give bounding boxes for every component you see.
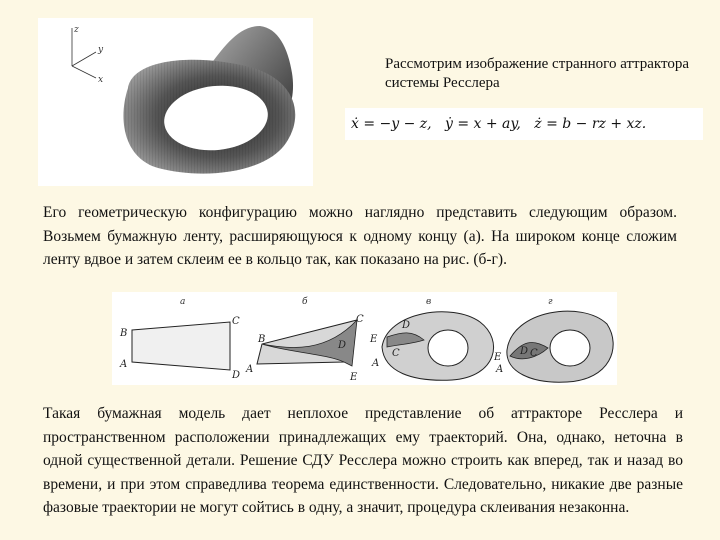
point-label-C-g: C	[530, 348, 538, 359]
point-label-A-v: A	[372, 358, 380, 369]
point-label-B-b: B	[258, 334, 266, 345]
point-label-D-b: D	[338, 340, 347, 351]
point-label-A-g: A	[496, 364, 504, 375]
axis-z-label: z	[74, 25, 79, 35]
panel-label-v: в	[426, 297, 432, 307]
paragraph-description: Его геометрическую конфигурацию можно наглядно представить следующим образом. Возьмем бумажную ленту, расширяющуюся к одному концу (а). На широком конце сложим ленту вдвое и затем склеим ее в кольцо так, как показано на рис. (б-г).	[43, 204, 677, 268]
axis-x-label: x	[98, 75, 104, 85]
paper-ribbon-figure	[112, 292, 617, 385]
point-label-B-a: B	[120, 328, 128, 339]
point-label-A-b: A	[246, 364, 254, 375]
ribbon-panel-a	[132, 322, 230, 370]
axis-y-label: y	[98, 45, 104, 55]
axes-icon	[72, 28, 96, 78]
panel-label-a: а	[180, 297, 186, 307]
point-label-E-b: E	[350, 372, 358, 383]
point-label-E-v: E	[370, 334, 378, 345]
point-label-D-a: D	[232, 370, 241, 381]
paragraph-conclusion: Такая бумажная модель дает неплохое представление об аттракторе Ресслера и пространственном расположении принадлежащих ему траекторий. Она, однако, неточна в одной существенной детали. Решение СДУ Ресслера можно строить как вперед, так и назад во времени, и при этом справедлива теорема единственности. Следовательно, никакие две разные фазовые траектории не могут сойтись в одну, а значит, процедура склеивания незаконна.	[43, 405, 683, 516]
rossler-equations: ẋ = −y − z, ẏ = x + ay, ż = b − rz + xz.	[345, 108, 703, 140]
point-label-D-g: D	[520, 346, 529, 357]
intro-text: Рассмотрим изображение странного аттрактора системы Ресслера	[385, 56, 690, 91]
panel-label-g: г	[548, 297, 553, 307]
point-label-C-a: C	[232, 316, 240, 327]
point-label-E-g: E	[494, 352, 502, 363]
point-label-D-v: D	[402, 320, 411, 331]
attractor-figure	[38, 18, 313, 186]
ribbon-panel-v	[382, 312, 494, 380]
point-label-A-a: A	[120, 359, 128, 370]
point-label-C-b: C	[356, 314, 364, 325]
panel-label-b: б	[302, 297, 308, 307]
point-label-C-v: C	[392, 348, 400, 359]
